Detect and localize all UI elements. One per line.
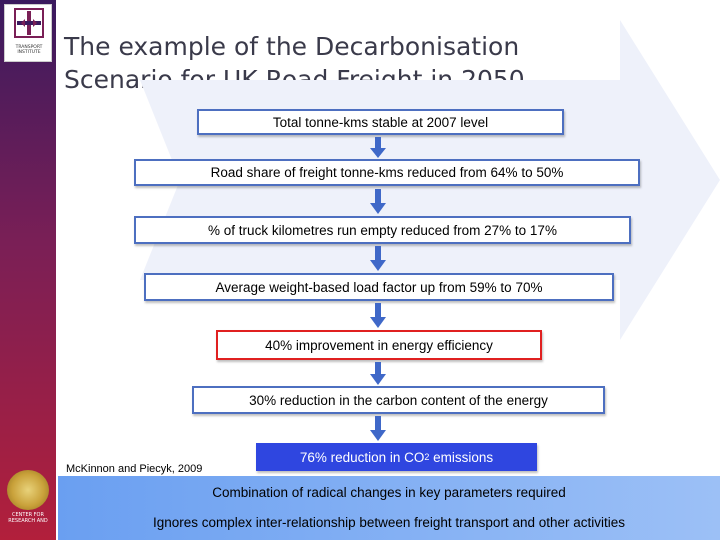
co2-subscript: 2 [424,452,430,462]
step-road-share: Road share of freight tonne-kms reduced from 64% to 50% [134,159,640,186]
step-load-factor: Average weight-based load factor up from 59% to 70% [144,273,614,301]
logo-text-top: TRANSPORT INSTITUTE [15,45,43,55]
summary-line-2: Ignores complex inter-relationship between freight transport and other activities [153,515,625,530]
slide-title: The example of the Decarbonisation Scenario for UK Road Freight in 2050 [64,32,525,94]
summary-band [58,476,720,540]
down-arrow-icon [369,303,387,329]
co2-text-after: emissions [429,449,494,465]
down-arrow-icon [369,416,387,442]
down-arrow-icon [369,362,387,386]
crest-icon [7,470,49,510]
step-carbon-content: 30% reduction in the carbon content of the energy [192,386,605,414]
transport-institute-logo [4,4,52,62]
institute-emblem-icon [13,7,45,43]
down-arrow-icon [369,137,387,159]
down-arrow-icon [369,189,387,215]
summary-line-1: Combination of radical changes in key parameters required [212,485,566,500]
citation: McKinnon and Piecyk, 2009 [66,463,203,475]
step-energy-efficiency: 40% improvement in energy efficiency [216,330,542,360]
down-arrow-icon [369,246,387,272]
step-co2-reduction [256,443,537,471]
sidebar-band [0,0,56,540]
step-total-tonne-kms: Total tonne-kms stable at 2007 level [197,109,564,135]
step-empty-running: % of truck kilometres run empty reduced from 27% to 17% [134,216,631,244]
co2-text-before: 76% reduction in CO [299,449,425,465]
research-center-logo [1,470,55,538]
logo-text-bottom: CENTER FOR RESEARCH AND [8,512,48,524]
